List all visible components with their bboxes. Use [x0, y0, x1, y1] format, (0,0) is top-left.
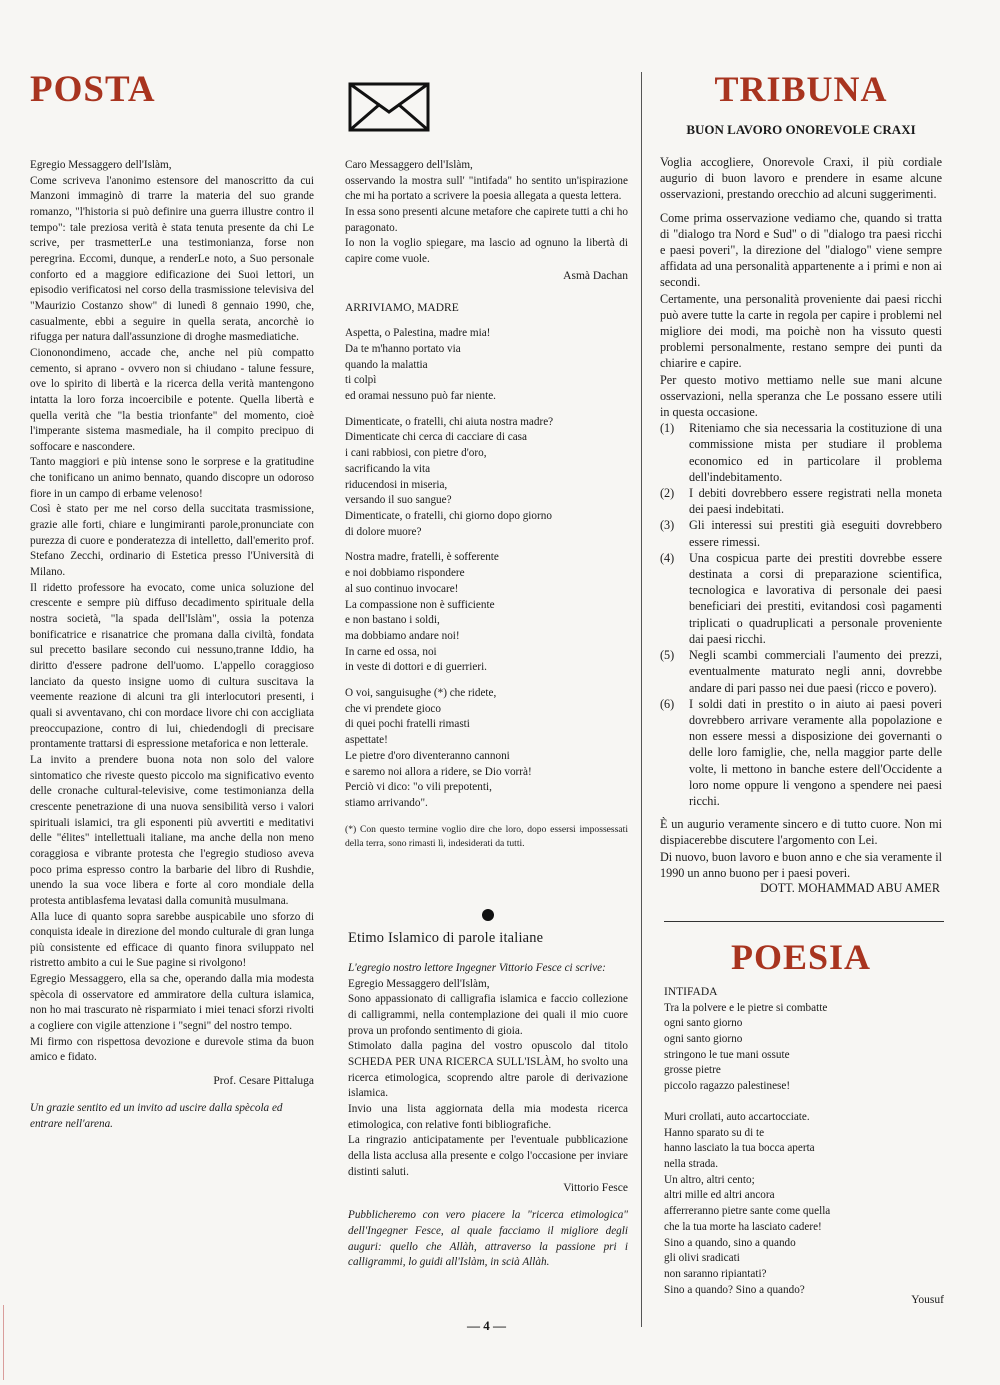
poem-signature: Yousuf	[911, 1294, 944, 1307]
etimo-section	[348, 930, 628, 1271]
article-paragraph: Certamente, una personalità proveniente dai paesi ricchi può avere tutte la carte in regola per capire i problemi nel migliore dei modi, ma poichè non ha vissuto questi problemi personalmente, restano sempre dei punti da chiarire e capire.	[660, 291, 942, 371]
letter-paragraph: Mi firmo con rispettosa devozione e durevole stima da buon amico e fidato.	[30, 1035, 314, 1064]
poem-heading: INTIFADA	[664, 986, 718, 998]
letter-paragraph: Come scriveva l'anonimo estensore del manoscritto da cui Manzoni immaginò di trarre la materia del suo grande romanzo, "l'historia si può definire una guerra illustre contro il tempo": tale preziosa verità è stata tenuta presente da chi Le scrive, per trasmetterLe una testimonianza, forse non peregrina. Eccomi, dunque, a renderLe noto, a Suo personale conforto ed a maggiore edificazione dei Suoi lettori, un episodio verificatosi nel corso della trasmissione televisiva del "Maurizio Costanzo show" di lunedì 8 gennaio 1990, che, casualmente, ebbi a seguire in quella serata, ancorchè io rifugga per natura dall'assunzione di droghe masmediatiche.	[30, 174, 314, 344]
poem-stanza: O voi, sanguisughe (*) che ridete, che vi prendete gioco di quei pochi fratelli rimasti aspettate! Le pietre d'oro diventeranno cannoni e saremo noi allora a ridere, se Dio vorrà! Perciò vi dico: "o vili prepotenti, stiamo arrivando".	[345, 687, 532, 809]
list-item: (5) Negli scambi commerciali l'aumento dei prezzi, eventualmente maturato negli anni, dovrebbe andare di pari passo nei due paesi (ricco e povero).	[660, 648, 942, 695]
letter-paragraph: Stimolato dalla pagina del vostro opuscolo dal titolo SCHEDA PER UNA RICERCA SULL'ISLÀM, ho svolto una ricerca etimologica, scoprendo altre parole di derivazione islamica.	[348, 1040, 628, 1100]
letter-paragraph: Tanto maggiori e più intense sono le sorprese e la gratitudine che tonificano un animo bennato, quando discopre un odoroso fiore in un campo di erbame velenoso!	[30, 456, 314, 500]
bullet-dot-icon	[482, 909, 494, 921]
letter-paragraph: Sono appassionato di calligrafia islamica e faccio collezione di calligrammi, nella contemplazione dei quali il mio cuore prova un profondo sentimento di gioia.	[348, 993, 628, 1037]
poem-stanza: Dimenticate, o fratelli, chi aiuta nostra madre? Dimenticate chi cerca di cacciare di casa i cani rabbiosi, con pietre d'oro, sacrificando la vita riducendosi in miseria, versando il suo sangue? Dimenticate, o fratelli, chi giorno dopo giorno di dolore muore?	[345, 415, 554, 538]
envelope-icon	[348, 82, 430, 132]
poem-stanza: Muri crollati, auto accartocciate. Hanno sparato su di te hanno lasciato la tua bocca aperta nella strada. Un altro, altri cento; altri mille ed altri ancora afferreranno pietre sante come quella che la tua morte ha lasciato cadere! Sino a quando, sino a quando gli olivi sradicati non saranno ripiantati? Sino a quando? Sino a quando?	[664, 1110, 831, 1296]
list-item: (1) Riteniamo che sia necessaria la costituzione di una commissione mista per studiare il problema economico ed in particolare il problema dell'indebitamento.	[660, 421, 942, 484]
letter-paragraph: Egregio Messaggero, ella sa che, operando dalla mia modesta spècola di osservatore ed ammiratore della cultura islamica, non ho mai trascurato nè risparmiato i miei tenaci sforzi rivolti a cogliere con vigile attenzione i "segni" del nostro tempo.	[30, 973, 314, 1033]
letter-salutation: Egregio Messaggero dell'Islàm,	[348, 977, 490, 990]
tribuna-subtitle: BUON LAVORO ONOREVOLE CRAXI	[686, 122, 916, 137]
list-item: (4) Una cospicua parte dei prestiti dovrebbe essere destinata a corsi di preparazione scientifica, tecnologica e lavorativa di personale dei paesi beneficiari dei prestiti, evitandosi così pagamenti triplicati o quadruplicati a personale proveniente dai paesi ricchi.	[660, 550, 942, 646]
letter-signature: Prof. Cesare Pittaluga	[213, 1075, 314, 1088]
column-divider-right	[641, 72, 642, 1327]
article-intro: Voglia accogliere, Onorevole Craxi, il più cordiale augurio di buon lavoro e prendere in esame alcune osservazioni, prestando orecchio ad alcuni suggerimenti.	[660, 155, 942, 202]
letter-signature: Asmà Dachan	[563, 269, 628, 282]
poem-footnote: (*) Con questo termine voglio dire che loro, dopo essersi impossessati della terra, sono rimasti lì, indesiderati da tutti.	[345, 823, 628, 849]
letter-salutation: Egregio Messaggero dell'Islàm,	[30, 159, 172, 171]
article-paragraph: Per questo motivo mettiamo nelle sue mani alcune osservazioni, nella speranza che Le possano essere utili in questa occasione.	[660, 372, 942, 420]
letter-paragraph: Io non la voglio spiegare, ma lascio ad ognuno la libertà di capire come vuole.	[345, 237, 628, 265]
etimo-intro: L'egregio nostro lettore Ingegner Vittorio Fesce ci scrive:	[348, 962, 606, 974]
poesia-section	[664, 985, 942, 1306]
posta-title: POSTA	[30, 69, 156, 110]
tribuna-title: TRIBUNA	[714, 69, 888, 109]
page-number: — 4 —	[467, 1318, 506, 1333]
article-signature: DOTT. MOHAMMAD ABU AMER	[760, 880, 940, 895]
article-closing: È un augurio veramente sincero e di tutto cuore. Non mi dispiacerebbe discutere l'argomento con Lei.	[660, 817, 942, 848]
list-item: (3) Gli interessi sui prestiti già eseguiti dovrebbero essere rimessi.	[660, 518, 942, 549]
poem-stanza: Tra la polvere e le pietre si combatte ogni santo giorno ogni santo giorno stringono le tue mani ossute grosse pietre piccolo ragazzo palestinese!	[664, 1001, 828, 1093]
list-item: (2) I debiti dovrebbero essere registrati nella moneta dei paesi indebitati.	[660, 486, 942, 517]
poesia-title: POESIA	[730, 937, 872, 977]
dachan-letter	[345, 158, 628, 851]
proposals-list	[660, 420, 942, 809]
letter-paragraph: La ringrazio anticipatamente per l'eventuale pubblicazione della lista acclusa alla presente e colgo l'occasione per inviare distinti saluti.	[348, 1134, 628, 1178]
poem-title: ARRIVIAMO, MADRE	[345, 301, 459, 314]
letter-paragraph: Ciononondimeno, accade che, anche nel più compatto cemento, si aprano - ovvero non si chiudano - talune fessure, ove lo spirito di libertà e la ricerca della verità mantengono intatta la loro forza incoercibile e potente. Quella libertà e quella verità che "la bestia trionfante" del momento, cioè l'imperante sistema masmediale, ha il compito precipuo di soffocare e nascondere.	[30, 346, 314, 453]
etimo-title: Etimo Islamico di parole italiane	[348, 930, 544, 946]
letter-paragraph: Il ridetto professore ha evocato, come unica soluzione del crescente e sempre più diffuso decadimento spirituale della nostra società, "la spada dell'Islàm", ossia la potenza bonificatrice e risanatrice che promana dalla civiltà, fondata sul precetto basilare secondo cui nessuno,tranne Iddio, ha diritto d'essere padrone dell'uomo. L'appello coraggioso lanciato da questo insigne uomo di cultura suscitava la veemente reazione di alcuni tra gli interlocutori presenti, i quali si avventavano, chi con mordace livore chi con accigliata preoccupazione, contro di lui, chiedendogli di precisare prontamente trattarsi di espressione metaforica e non letterale.	[30, 581, 314, 751]
posta-letter	[30, 158, 314, 1132]
editor-reply: Un grazie sentito ed un invito ad uscire dalla spècola ed entrare nell'arena.	[30, 1102, 283, 1130]
article-paragraph: Come prima osservazione vediamo che, quando si tratta di "dialogo tra Nord e Sud" o di "dialogo tra paesi ricchi e paesi poveri", la direzione del "dialogo" viene sempre affidata ad una personalità appartenente a i primi e non ai secondi.	[660, 210, 942, 290]
poem-stanza: Aspetta, o Palestina, madre mia! Da te m'hanno portato via quando la malattia ti colpì ed oramai nessuno può far niente.	[345, 327, 496, 403]
section-divider	[664, 921, 944, 922]
scan-edge-mark	[3, 1305, 4, 1380]
article-closing: Di nuovo, buon lavoro e buon anno e che sia veramente il 1990 un anno buono per i paesi poveri.	[660, 849, 942, 880]
letter-salutation: Caro Messaggero dell'Islàm,	[345, 159, 473, 171]
poem-stanza: Nostra madre, fratelli, è sofferente e noi dobbiamo rispondere al suo continuo invocare! La compassione non è sufficiente e non bastano i soldi, ma dobbiamo andare noi! In carne ed ossa, noi in veste di dottori e di guerrieri.	[345, 551, 499, 674]
letter-paragraph: La invito a prendere buona nota non solo del valore sintomatico che riveste questo piccolo ma significativo evento delle cronache cultural-televisive, come testimonianza della crescente penetrazione di una nuova sensibilità verso i valori spirituali islamici, tra gli esponenti più avvertiti e meditativi delle "élites" intellettuali italiane, ma anche della non meno coraggiosa e vibrante protesta che l'egregio studioso aveva poco prima espresso contro la barbarie del libro di Rushdie, unendo la sua voce libera e forte al coro mondiale della protesta antiblasfema levatasi dalla comunità musulmana.	[30, 753, 314, 907]
letter-paragraph: osservando la mostra sull' "intifada" ho sentito un'ispirazione che mi ha portato a scrivere la poesia allegata a questa lettera.	[345, 174, 628, 203]
list-item: (6) I soldi dati in prestito o in aiuto ai paesi poveri dovrebbero arrivare veramente alla popolazione e non essere messi a disposizione dei governanti o delle loro famiglie, che, nella maggior parte delle volte, li mettono in banche estere dell'Occidente a loro nome oppure li vengono a spendere nei paesi ricchi.	[660, 696, 942, 808]
editor-reply: Pubblicheremo con vero piacere la "ricerca etimologica" dell'Ingegner Fesce, al quale facciamo il migliore degli auguri: quello che Allàh, attraverso la passione pri i calligrammi, lo guidi all'Islàm, in scià Allàh.	[348, 1209, 628, 1269]
tribuna-article	[660, 154, 942, 896]
letter-paragraph: Invio una lista aggiornata della mia modesta ricerca etimologica, con relative fonti bibliografiche.	[348, 1102, 628, 1131]
letter-paragraph: In essa sono presenti alcune metafore che capirete tutti a chi ho paragonato.	[345, 205, 628, 234]
letter-paragraph: Alla luce di quanto sopra sarebbe auspicabile uno sforzo di conquista ideale in direzione del mondo culturale di gran lunga più consistente ed efficace di quanto finora sviluppato nel ristretto ambito a cui le Sue pagine si rivolgono!	[30, 910, 314, 970]
letter-signature: Vittorio Fesce	[563, 1182, 628, 1195]
letter-paragraph: Così è stato per me nel corso della succitata trasmissione, grazie alle forti, chiare e lungimiranti parole,pronunciate con purezza di cuore e ponderatezza di intelletto, dall'emerito prof. Stefano Zecchi, ordinario di Estetica presso l'Università di Milano.	[30, 503, 314, 579]
